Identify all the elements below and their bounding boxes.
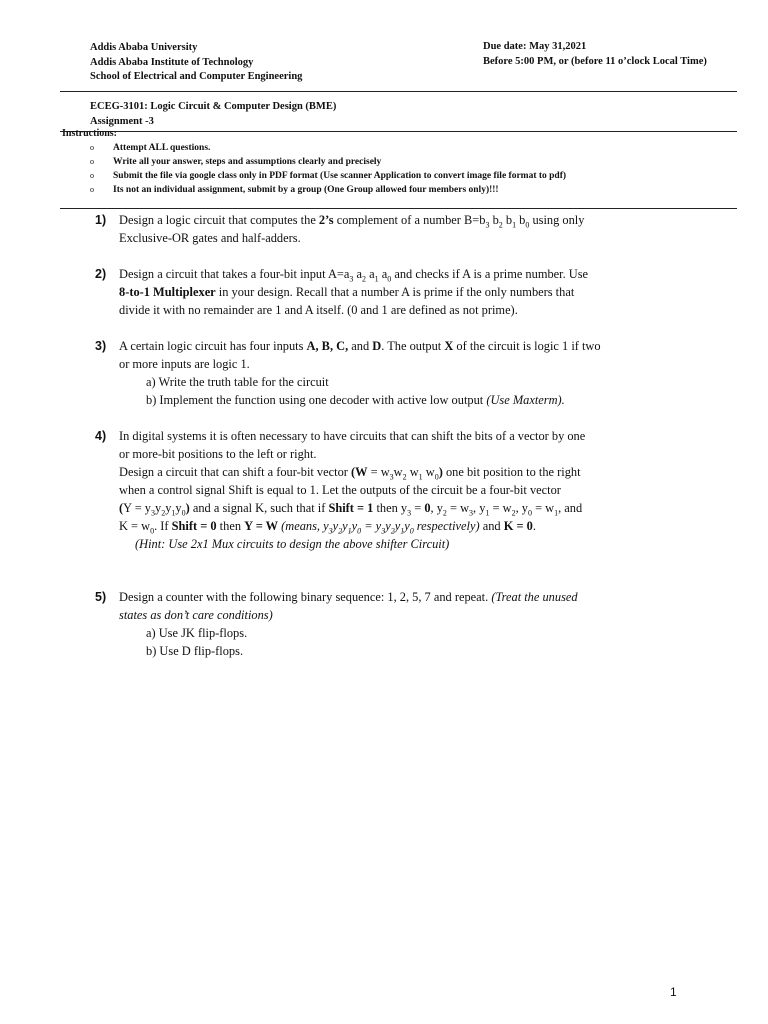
institute-name: Addis Ababa Institute of Technology	[90, 56, 254, 68]
question-line: In digital systems it is often necessary to have circuits that can shift the bits of a vector by one	[119, 429, 586, 443]
text: 2’s	[318, 213, 334, 227]
text: K = 0	[503, 519, 533, 533]
text: b	[489, 213, 499, 227]
text: Y = W	[244, 519, 279, 533]
text: respectively)	[413, 519, 480, 533]
university-name: Addis Ababa University	[90, 42, 198, 53]
text: complement of a number B=b	[333, 213, 486, 227]
text: y	[165, 501, 172, 515]
text: .	[532, 519, 536, 533]
subscript: 2	[511, 508, 516, 518]
text: b	[502, 213, 513, 227]
text: . If	[154, 519, 172, 533]
list-item	[90, 141, 566, 155]
text: one bit position to the right	[442, 465, 581, 479]
text: )	[185, 501, 190, 515]
text: (Treat the unused	[491, 590, 578, 604]
question-4	[95, 427, 695, 553]
subscript: 3	[485, 220, 490, 230]
text: a	[366, 267, 375, 281]
subscript: 1	[400, 526, 405, 536]
text: )	[438, 465, 443, 479]
text: and	[479, 519, 504, 533]
text: (Use Maxterm).	[486, 393, 565, 407]
bullet-icon: o	[90, 157, 94, 166]
text: a	[353, 267, 363, 281]
text: 8-to-1 Multiplexer	[119, 285, 216, 299]
bullet-icon: o	[90, 143, 94, 152]
text: A certain logic circuit has four inputs	[119, 339, 307, 353]
subscript: 0	[150, 526, 155, 536]
subscript: 3	[469, 508, 474, 518]
due-date: Due date: May 31,2021	[483, 41, 587, 52]
text: w	[422, 465, 435, 479]
question-1	[95, 211, 695, 247]
text: and a signal K, such that if	[189, 501, 329, 515]
italic-note	[278, 519, 480, 536]
question-line	[119, 283, 695, 301]
subscript: 3	[328, 526, 333, 536]
text: (means, y	[278, 519, 329, 533]
text: = w	[446, 501, 470, 515]
text: then y	[373, 501, 408, 515]
subscript: 2	[362, 274, 367, 284]
subscript: 1	[512, 220, 517, 230]
instructions-title: Instructions:	[62, 128, 118, 139]
subscript: 3	[407, 508, 412, 518]
subscript: 1	[418, 472, 423, 482]
subscript: 0	[525, 220, 530, 230]
text: , and	[558, 501, 583, 515]
text: K = w	[119, 519, 151, 533]
question-5	[95, 588, 695, 660]
subscript: 0	[527, 508, 532, 518]
hint-text: (Hint: Use 2x1 Mux circuits to design the above shifter Circuit)	[135, 537, 450, 551]
text: a	[378, 267, 388, 281]
subscript: 0	[434, 472, 439, 482]
list-item	[90, 183, 566, 197]
question-line	[119, 463, 695, 481]
question-number: 2)	[95, 267, 107, 281]
question-line	[119, 517, 695, 535]
text: of the circuit is logic 1 if two	[453, 339, 601, 353]
question-line: or more-bit positions to the left or right.	[119, 447, 317, 461]
question-line: divide it with no remainder are 1 and A itself. (0 and 1 are defined as not prime).	[119, 303, 518, 317]
text: y	[404, 519, 410, 533]
text: Design a circuit that takes a four-bit input A=a	[119, 267, 350, 281]
text: b) Implement the function using one decoder with active low output	[146, 393, 487, 407]
text: w	[393, 465, 403, 479]
subscript: 0	[357, 526, 362, 536]
subscript: 3	[389, 472, 394, 482]
subscript: 3	[349, 274, 354, 284]
question-number: 4)	[95, 429, 107, 443]
question-line	[119, 211, 695, 229]
text: y	[394, 519, 401, 533]
text: Shift = 1	[328, 501, 374, 515]
assignment-number: Assignment -3	[90, 115, 154, 127]
instruction-text: Attempt ALL questions.	[113, 143, 211, 153]
subscript: 2	[390, 526, 395, 536]
subscript: 2	[338, 526, 343, 536]
subscript: 0	[409, 526, 414, 536]
text: y	[332, 519, 339, 533]
question-line: states as don’t care conditions)	[119, 608, 273, 622]
question-number: 1)	[95, 213, 107, 227]
text: w	[406, 465, 419, 479]
subscript: 0	[387, 274, 392, 284]
text: Shift = 0	[171, 519, 217, 533]
list-item	[90, 169, 566, 183]
instructions-list	[90, 141, 566, 197]
subscript: 3	[151, 508, 156, 518]
text: A, B, C,	[306, 339, 349, 353]
text: , y	[473, 501, 486, 515]
text: (	[119, 501, 124, 515]
question-line: when a control signal Shift is equal to 1. Let the outputs of the circuit be a four-bit vector	[119, 483, 561, 497]
text: y	[155, 501, 162, 515]
text: and checks if A is a prime number. Use	[391, 267, 589, 281]
text: b	[516, 213, 526, 227]
bullet-icon: o	[90, 185, 94, 194]
text: (W	[351, 465, 368, 479]
question-number: 5)	[95, 590, 107, 604]
subscript: 1	[171, 508, 176, 518]
course-title: ECEG-3101: Logic Circuit & Computer Design (BME)	[90, 101, 337, 112]
question-number: 3)	[95, 339, 107, 353]
instruction-text: Submit the file via google class only in PDF format (Use scanner Application to convert image file format to pdf)	[113, 171, 567, 181]
text: in your design. Recall that a number A is prime if the only numbers that	[215, 285, 575, 299]
text: then	[216, 519, 245, 533]
sub-question-a: a) Use JK flip-flops.	[146, 626, 248, 640]
sub-question-b: b) Use D flip-flops.	[146, 644, 244, 658]
due-time: Before 5:00 PM, or (before 11 o’clock Local Time)	[483, 56, 707, 67]
question-line	[119, 337, 695, 355]
subscript: 1	[347, 526, 352, 536]
text: y	[351, 519, 358, 533]
question-line	[119, 499, 695, 517]
header-left	[90, 41, 302, 85]
question-2	[95, 265, 695, 319]
text: Design a logic circuit that computes the	[119, 213, 319, 227]
text: y	[342, 519, 348, 533]
text: = y	[361, 519, 382, 533]
school-name: School of Electrical and Computer Engineering	[90, 71, 303, 82]
text: Y = y	[123, 501, 152, 515]
question-line	[119, 588, 695, 606]
text: and	[348, 339, 373, 353]
sub-question-a: a) Write the truth table for the circuit	[146, 375, 329, 389]
instructions-divider	[60, 208, 737, 209]
question-line	[119, 265, 695, 283]
text: Design a counter with the following binary sequence: 1, 2, 5, 7 and repeat.	[119, 590, 492, 604]
course-block	[90, 100, 336, 129]
subscript: 3	[381, 526, 386, 536]
instruction-text: Its not an individual assignment, submit by a group (One Group allowed four members only)!!!	[113, 185, 499, 195]
questions	[95, 211, 695, 660]
text: , y	[515, 501, 528, 515]
question-line: or more inputs are logic 1.	[119, 357, 250, 371]
header-divider	[60, 91, 737, 92]
question-line: Exclusive-OR gates and half-adders.	[119, 231, 301, 245]
subscript: 1	[374, 274, 379, 284]
text: =	[411, 501, 425, 515]
list-item	[90, 155, 566, 169]
subscript: 2	[498, 220, 503, 230]
subscript: 2	[161, 508, 166, 518]
text: = w	[489, 501, 512, 515]
text: = w	[367, 465, 390, 479]
text: = w	[531, 501, 555, 515]
subscript: 1	[554, 508, 559, 518]
header-right	[483, 39, 707, 69]
course-divider	[60, 131, 737, 132]
text: , y	[430, 501, 443, 515]
sub-question-b	[119, 391, 695, 409]
subscript: 1	[485, 508, 490, 518]
text: y	[175, 501, 182, 515]
text: 0	[424, 501, 431, 515]
instruction-text: Write all your answer, steps and assumptions clearly and precisely	[113, 157, 382, 167]
text: Design a circuit that can shift a four-bit vector	[119, 465, 351, 479]
subscript: 0	[181, 508, 186, 518]
subscript: 2	[442, 508, 447, 518]
bullet-icon: o	[90, 171, 94, 180]
page-number: 1	[670, 985, 677, 999]
question-3	[95, 337, 695, 409]
subscript: 2	[402, 472, 407, 482]
text: . The output	[381, 339, 445, 353]
text: X	[444, 339, 454, 353]
text: y	[385, 519, 391, 533]
text: D	[372, 339, 382, 353]
text: using only	[529, 213, 585, 227]
